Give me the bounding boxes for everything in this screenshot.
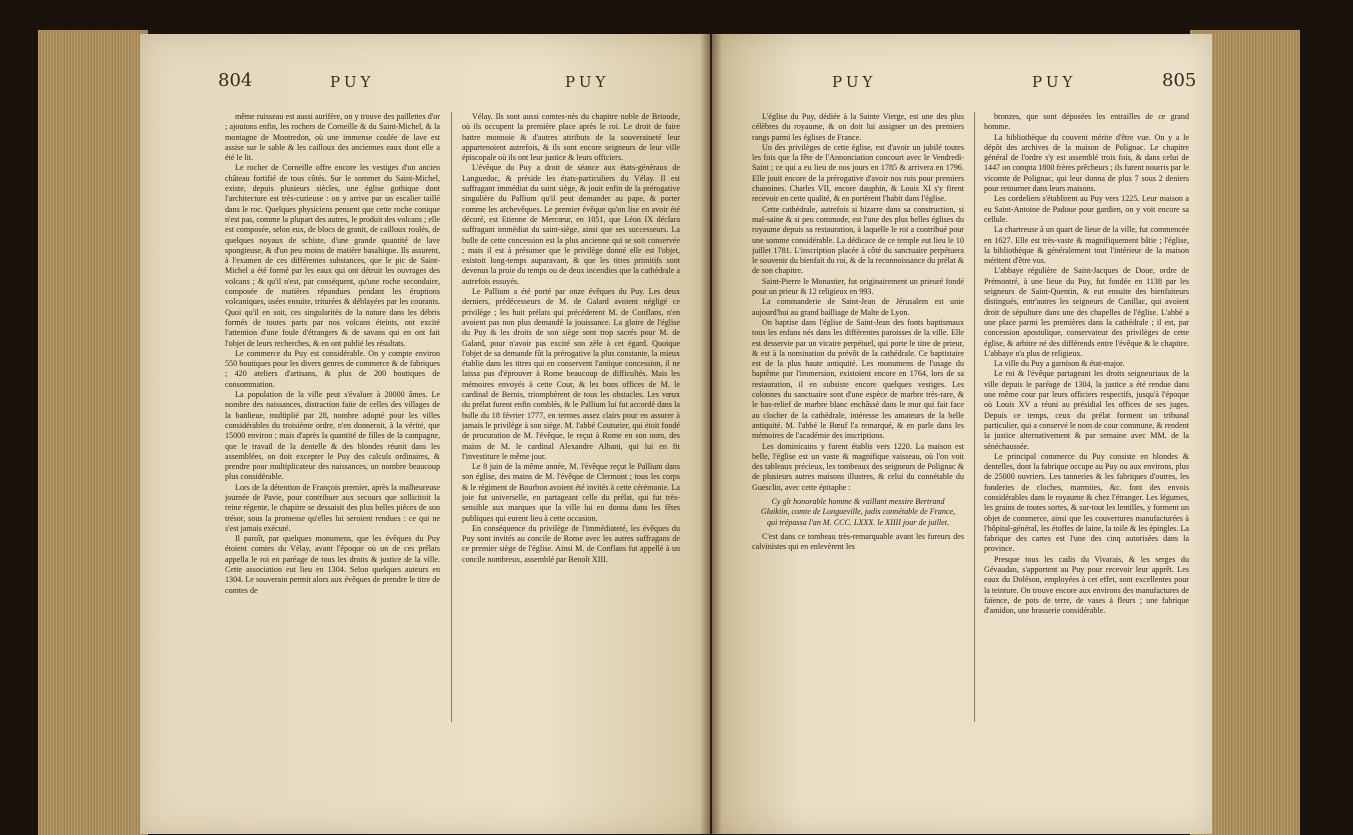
paragraph: Le roi & l'évêque partageant les droits seigneuriaux de la ville depuis le paréage de 1304, la justice a été rendue dans une même cour par leurs officiers respectifs, jusqu'à l'époque où Louis XV a réuni au présidial les offices de ses juges. Depuis ce temps, ceux du prélat forment un tribunal particulier, qui a conservé le nom de cour commune, & rendent la justice alternativement & par semaine avec MM. de la sénéchaussée. xyxy=(984,369,1189,451)
page-number-right: 805 xyxy=(1162,70,1197,91)
paragraph: Les cordeliers s'établirent au Puy vers 1225. Leur maison a eu Saint-Antoine de Padoue pour gardien, on y voit encore sa cellule. xyxy=(984,194,1189,224)
paragraph: La chartreuse à un quart de lieue de la ville, fut commencée en 1627. Elle est très-vaste & magnifiquement bâtie ; l'église, la bibliothèque & généralement tout l'intérieur de la maison méritent d'être vus. xyxy=(984,225,1189,266)
paragraph: La ville du Puy a garnison & état-major. xyxy=(994,359,1125,369)
paragraph: Le principal commerce du Puy consiste en blondes & dentelles, dont la fabrique occupe au Puy ou aux environs, plus de 25000 ouvriers. Les tanneries & les fabriques d'outres, les fonderies de cloches, marmites, &c. font des envois considérables dans le royaume & chez l'étranger. Les légumes, les grains de toutes sortes, & sur-tout les lentilles, y forment un objet de commerce, ainsi que les couvertures manufacturées à l'hôpital-général, les étoffes de laine, la toile & les épingles. La fabrique des cartes est l'une des cinq autorisées dans la province. xyxy=(984,451,1189,554)
running-head-left-col2: PUY xyxy=(565,73,610,91)
left-page-column-2 xyxy=(462,112,680,807)
epitaph: Cy gît honorable homme & vaillant messire Bertrand Glaikiin, comte de Longueville, jadis connétable de France, qui trépassa l'an M. CCC. LXXX. le XIIII jour de juillet. xyxy=(760,496,956,527)
paragraph: L'abbaye régulière de Saint-Jacques de Doue, ordre de Prémontré, à une lieue du Puy, fut fondée en 1138 par les seigneurs de Saint-Quentin, & eut ensuite des bienfaiteurs distingués, entr'autres les seigneurs de Canillac, qui avoient droit de sépulture dans une des chapelles de l'église. L'abbé a une place parmi les premières dans la cathédrale ; il est, par concession apostolique, conservateur des privilèges de cette église, & arbitre né des différends entre l'évêque & le chapitre. L'abbaye n'a plus de religieux. xyxy=(984,266,1189,358)
paragraph: Saint-Pierre le Monastier, fut originairement un prieuré fondé pour un prieur & 12 religieux en 993. xyxy=(752,276,964,297)
page-number-left: 804 xyxy=(218,70,253,91)
paragraph: L'évêque du Puy a droit de séance aux états-généraux de Languedoc, & préside les états-particuliers du Vélay. Il est suffragant immédiat du saint siège, & jouit enfin de la prérogative singulière du Pallium qu'il peut demander au pape, & porter comme les archevêques. Le premier évêque qu'on lise en avoir été décoré, est Etienne de Mercœur, en 1051, que Léon IX déclara suffragant immédiat du saint-siège, ainsi que ses successeurs. La bulle de cette concession est la plus ancienne qui se soit conservée ; mais il est à présumer que le privilège donné elle est l'objet, existoit long-temps auparavant, & que les titres primitifs sont devenus la proie du temps ou de deux incendies que la cathédrale a autrefois essuyés. xyxy=(462,163,680,286)
paragraph: Le 8 juin de la même année, M. l'évêque reçut le Pallium dans son église, des mains de M. l'évêque de Clermont ; tous les corps & le régiment de Bourbon avoient été invités à cette cérémonie. La joie fut universelle, en partageant celle du prélat, qui fut très-sensible aux marques que la ville lui en donna dans les fêtes publiques qui eurent lieu à cette occasion. xyxy=(462,462,680,523)
paragraph: Lors de la détention de François premier, après la malheureuse journée de Pavie, pour contribuer aux secours que sollicitoit la reine régente, le chapitre se dessaisit des plus belles pièces de son trésor, sous la promesse qu'elles lui seroient rendues : ce qui ne s'est jamais exécuté. xyxy=(225,482,440,533)
left-page-edges xyxy=(38,30,148,835)
column-divider xyxy=(974,112,975,722)
paragraph: L'église du Puy, dédiée à la Sainte Vierge, est une des plus célèbres du royaume, & on doit lui assigner un des premiers rangs parmi les églises de France. xyxy=(752,112,964,142)
right-page-column-2 xyxy=(984,112,1189,807)
paragraph: Le commerce du Puy est considérable. On y compte environ 550 boutiques pour les divers genres de commerce & de fabriques ; 420 ateliers d'artisans, & plus de 200 boutiques de consommation. xyxy=(225,348,440,389)
running-head-right-col2: PUY xyxy=(1032,73,1077,91)
paragraph: La bibliothèque du couvent mérite d'être vue. On y a le dépôt des archives de la maison de Polignac. Le chapitre général de l'ordre s'y est assemblé trois fois, & dans celui de 1447 on compta 1800 frères prêcheurs ; ils furent nourris par le vicomte de Polignac, qui leur donna de plus 7 sous 2 deniers pour retourner dans leurs maisons. xyxy=(984,132,1189,194)
paragraph: On baptise dans l'église de Saint-Jean des fonts baptismaux tous les enfans nés dans les différentes paroisses de la ville. Elle est desservie par un vicaire perpétuel, qui porte le titre de prieur, & est à la nomination du prévôt de la cathédrale. Ce baptistaire est de la plus haute antiquité. Les monumens de l'usage du baptême par l'immersion, existoient encore en 1764, lors de sa restauration, il en subsiste encore quelques vestiges. Les colonnes du sanctuaire sont d'une espèce de marbre très-rare, & le bas-relief de marbre blanc enchâssé dans le mur qui fait face au clocher de la cathédrale, intéresse les amateurs de la belle antiquité. M. l'abbé le Bœuf l'a remarqué, & en parle dans les mémoires de l'académie des inscriptions. xyxy=(752,317,964,441)
column-divider xyxy=(451,112,452,722)
paragraph: En conséquence du privilège de l'immédiateté, les évêques du Puy sont invités au concile de Rome avec les autres suffragans de ce premier siège de l'église. Ainsi M. de Conflans fut appellé à un concile nombreux, assemblé par Benoît XIII. xyxy=(462,523,680,564)
paragraph: bronzes, que sont déposées les entrailles de ce grand homme. xyxy=(984,112,1189,132)
paragraph: La commanderie de Saint-Jean de Jérusalem est unie aujourd'hui au grand bailliage de Malte de Lyon. xyxy=(752,297,964,317)
paragraph: Un des privilèges de cette église, est d'avoir un jubilé toutes les fois que la fête de l'Annonciation concourt avec le Vendredi-Saint ; ce qui a eu lieu de nos jours en 1785 & arrivera en 1796. Elle jouit encore de la prérogative d'avoir nos rois pour premiers chanoines. Charles VII, encore dauphin, & Louis XI s'y firent recevoir en cette qualité, & en portèrent l'habit dans l'église. xyxy=(752,142,964,204)
paragraph: C'est dans ce tombeau très-remarquable avant les fureurs des calvinistes qui en enlevèrent les xyxy=(752,531,964,552)
running-head-left-col1: PUY xyxy=(330,73,375,91)
right-page-header xyxy=(712,70,1212,92)
paragraph: Le Pallium a été porté par onze évêques du Puy. Les deux derniers, prédécesseurs de M. de Galard avoient négligé ce privilège ; les huit prélats qui précéderent M. de Conflans, n'en avoient pas non plus demandé la jouissance. La gloire de l'église du Puy & les droits de son siège sont trop sacrés pour M. de Galard, pour n'avoir pas excité son zèle à cet égard. Quoique l'objet de sa demande fût la prérogative la plus constante, la mieux établie dans les titres qui en conservent l'antique concession, il ne laissa pas d'éprouver à Rome beaucoup de difficultés. Mais les mémoires envoyés à cette Cour, & les bons offices de M. le cardinal de Bernis, triomphèrent de tous les obstacles. Les vœux du prélat furent enfin comblés, & le Pallium lui fut accordé dans la bulle du 18 février 1777, en termes assez clairs pour en assurer à jamais le privilège à son siège. M. l'abbé Couturier, qui étoit fondé de procuration de M. l'évêque, le reçut à Rome en son nom, des mains de M. le cardinal Alexandre Albani, qui lui en fit l'investiture le même jour. xyxy=(462,287,680,461)
paragraph: Les dominicains y furent établis vers 1220. La maison est belle, l'église est un vaste & magnifique vaisseau, où l'on voit des tableaux précieux, les tombeaux des seigneurs de Polignac & de plusieurs autres maisons illustres, & celui du connétable du Guesclin, avec cette épitaphe : xyxy=(752,441,964,492)
right-page-column-1 xyxy=(752,112,964,807)
running-head-right-col1: PUY xyxy=(832,73,877,91)
paragraph: La population de la ville peut s'évaluer à 20000 âmes. Le nombre des naissances, distraction faite de celles des villages de la banlieue, multiplié par 28, nombre adopté pour les villes considérables du troisième ordre, n'en donneroit, à la vérité, que 15000 environ ; mais d'après la quantité de filles de la campagne, que le travail de la dentelle & des blondes réunit dans les assemblées, on doit excepter le Puy des calculs ordinaires, & prendre pour multiplicateur des naissances, un nombre beaucoup plus considérable. xyxy=(225,390,440,482)
paragraph: Presque tous les cadis du Vivarais, & les serges du Gévaudan, s'apportent au Puy pour recevoir leur apprêt. Les eaux du Doléson, employées à cet effet, sont excellentes pour la teinture. On trouve encore aux environs des manufactures de faïence, de pots de terre, de vases à fleurs ; une fabrique d'amidon, une brasserie considérable. xyxy=(984,554,1189,616)
left-page xyxy=(140,34,710,834)
left-page-header xyxy=(140,70,710,92)
paragraph: Le rocher de Corneille offre encore les vestiges d'un ancien château fortifié de tous côtés. Sur le sommet du Saint-Michel, existe, depuis plusieurs siècles, une église gothique dont l'architecture est très-curieuse : on y arrive par un escalier taillé dans le roc. Quelques physiciens pensent que cette roche conique n'est pas, comme la plupart des autres, le produit des volcans ; elle est composée, selon eux, de blocs de granit, de cailloux roulés, de quelques noyaux de schiste, d'une grande quantité de lave spongieuse, & d'un peu moins de matière basaltique. Ils assurent, à l'examen de ces différentes substances, que le pic de Saint-Michel a été formé par les eaux qui ont détruit les ouvrages des volcans ; & qu'il n'est, par conséquent, qu'une roche secondaire, composée de matières répandues pendant les éruptions volcaniques, usées ensuite, triturées & déblayées par les courants. Quoi qu'il en soit, ces singularités de la nature dans les débris formés de toutes parts par nos volcans éteints, ont excité l'attention d'une foule d'étrangers & de savans qui en ont fait l'objet de leurs recherches, & en ont publié les résultats. xyxy=(225,163,440,348)
book-gutter xyxy=(700,34,722,834)
left-page-column-1 xyxy=(225,112,440,807)
paragraph: Vélay. Ils sont aussi comtes-nés du chapitre noble de Brioude, où ils occupent la première place après le roi. Le droit de faire battre monnoie & d'autres attributs de la souveraineté leur appartenoient autrefois, & ils sont encore seigneurs de leur ville épiscopale où ils ont leur justice & leurs officiers. xyxy=(462,112,680,163)
paragraph: même ruisseau est aussi aurifère, on y trouve des paillettes d'or ; ajoutons enfin, les rochers de Corneille & du Saint-Michel, & la montagne de Montredon, où une immense coulée de lave est assise sur le sable & les cailloux des anciennes eaux dont elle a été le lit. xyxy=(225,112,440,163)
right-page xyxy=(712,34,1212,834)
paragraph: Il paroît, par quelques monumens, que les évêques du Puy étoient comtes du Vélay, avant l'époque où un de ces prélats appella le roi en paréage de tous les droits & justice de la ville. Cette association eut lieu en 1304. Selon quelques auteurs en 1304. Le souverain permit alors aux évêques de prendre le titre de comtes de xyxy=(225,534,440,595)
paragraph: Cette cathédrale, autrefois si bizarre dans sa construction, si mal-saine & si peu commode, est l'une des plus belles églises du royaume depuis sa restauration, à laquelle le roi a contribué pour une somme considérable. La dédicace de ce temple eut lieu le 10 juillet 1781. L'inscription placée à côté du sanctuaire perpétuera le souvenir du bienfait du roi, & de la reconnoissance du prélat & de son chapitre. xyxy=(752,204,964,276)
